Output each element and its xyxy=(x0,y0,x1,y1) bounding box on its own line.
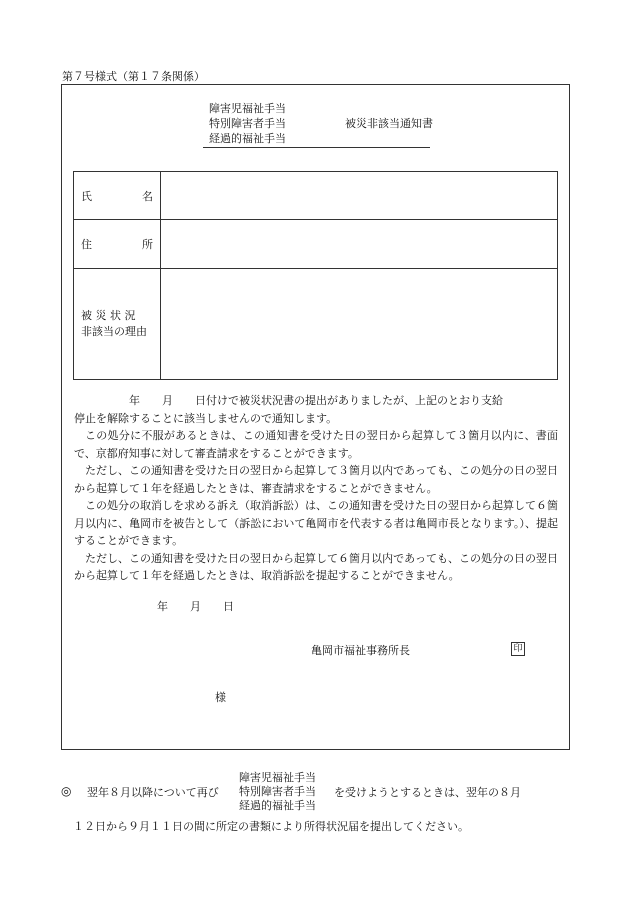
title-allowance-3: 経過的福祉手当 xyxy=(209,132,286,145)
table-row xyxy=(74,269,558,380)
body-p1-line1: 年 月 日付けで被災状況書の提出がありましたが、上記のとおり支給 xyxy=(74,394,503,407)
issue-date: 年 月 日 xyxy=(157,600,234,613)
note-text-line2: １２日から９月１１日の間に所定の書類により所得状況届を提出してください。 xyxy=(73,820,469,833)
body-p5: ただし、この通知書を受けた日の翌日から起算して６箇月以内であっても、この処分の日の翌日から起算して１年を経過したときは、取消訴訟を提起することができません。 xyxy=(74,551,558,582)
table-row xyxy=(74,220,558,269)
body-p1-line2: 停止を解除することに該当しませんので通知します。 xyxy=(74,411,338,425)
note-allowance-3: 経過的福祉手当 xyxy=(239,799,316,812)
name-value-cell[interactable] xyxy=(161,172,558,220)
address-label-char-2: 所 xyxy=(142,238,153,251)
issuer-name: 亀岡市福祉事務所長 xyxy=(311,644,410,657)
recipient-honorific: 様 xyxy=(215,691,226,704)
seal-mark: 印 xyxy=(511,642,525,656)
name-label-cell xyxy=(74,172,161,220)
note-allowance-1: 障害児福祉手当 xyxy=(239,771,316,784)
address-label-char-1: 住 xyxy=(81,238,92,251)
reason-label-line-1: 被 災 状 況 xyxy=(81,309,136,322)
reason-value-cell[interactable] xyxy=(161,269,558,380)
note-text-pre: 翌年８月以降について再び xyxy=(87,786,219,799)
title-allowance-2: 特別障害者手当 xyxy=(209,117,286,130)
title-suffix: 被災非該当通知書 xyxy=(345,117,433,130)
name-label-char-1: 氏 xyxy=(81,189,92,203)
note-allowance-2: 特別障害者手当 xyxy=(239,785,316,798)
address-label-cell xyxy=(74,220,161,269)
body-p3: ただし、この通知書を受けた日の翌日から起算して３箇月以内であっても、この処分の日の翌日から起算して１年を経過したときは、審査請求をすることができません。 xyxy=(74,464,558,495)
notice-body xyxy=(74,392,558,585)
title-underline xyxy=(203,147,430,148)
title-allowance-1: 障害児福祉手当 xyxy=(209,102,286,115)
body-p4: この処分の取消しを求める訴え（取消訴訟）は、この通知書を受けた日の翌日から起算して６箇月以内に、亀岡市を被告として（訴訟において亀岡市を代表する者は亀岡市長となります。）、提起することができます。 xyxy=(74,499,558,547)
note-text-post: を受けようとするときは、翌年の８月 xyxy=(334,786,521,799)
body-p2: この処分に不服があるときは、この通知書を受けた日の翌日から起算して３箇月以内に、書面で、京都府知事に対して審査請求をすることができます。 xyxy=(74,429,558,460)
reason-label-cell xyxy=(74,269,161,380)
table-row xyxy=(74,172,558,220)
form-number-label: 第７号様式（第１７条関係） xyxy=(62,70,205,83)
reason-label-line-2: 非該当の理由 xyxy=(81,325,147,338)
recipient-info-table xyxy=(73,171,558,380)
double-circle-icon: ◎ xyxy=(61,784,72,798)
address-value-cell[interactable] xyxy=(161,220,558,269)
name-label-char-2: 名 xyxy=(142,189,153,203)
